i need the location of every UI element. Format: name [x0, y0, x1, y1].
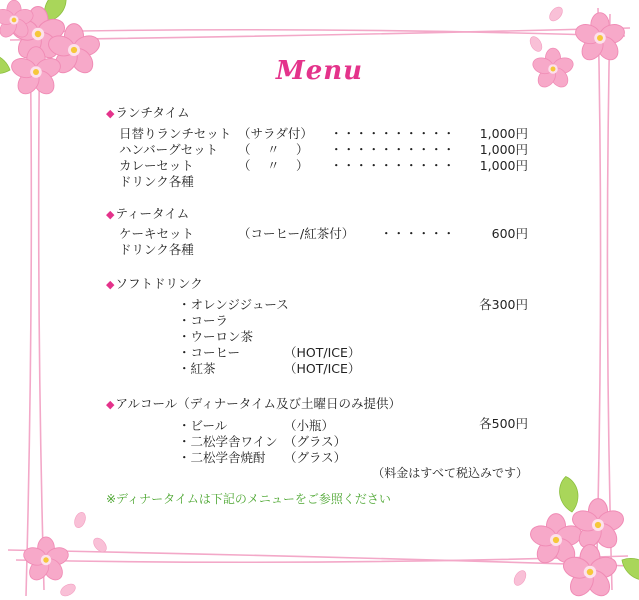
cherry-blossom-icon	[21, 511, 109, 599]
alcohol-item: ・二松学舎焼酎	[178, 450, 266, 465]
tea-item-detail: （コーヒー/紅茶付）	[238, 226, 355, 241]
lunch-item-dots: ・・・・・・・・・・	[330, 126, 456, 141]
alcohol-item: ・ビール	[178, 418, 228, 433]
soft-drinks-price: 各300円	[479, 297, 528, 312]
alcohol-price: 各500円	[479, 416, 528, 431]
soft-drink-item: ・紅茶	[178, 361, 216, 376]
soft-drink-item: ・コーヒー	[178, 345, 241, 360]
lunch-item-price: 1,000円	[479, 126, 528, 141]
tea-extra: ドリンク各種	[119, 242, 194, 257]
alcohol-item-detail: （グラス）	[284, 450, 347, 465]
lunch-extra: ドリンク各種	[119, 174, 194, 189]
lunch-item-dots: ・・・・・・・・・・	[330, 158, 456, 173]
lunch-item-name: カレーセット	[119, 158, 194, 173]
lunch-item-detail: （ 〃 ）	[238, 142, 309, 157]
lunch-item-detail: （ 〃 ）	[238, 158, 309, 173]
alcohol-item-detail: （小瓶）	[284, 418, 335, 433]
section-heading-alcohol: ◆アルコール（ディナータイム及び土曜日のみ提供）	[106, 396, 401, 411]
tea-item-price: 600円	[491, 226, 528, 241]
section-heading-tea: ◆ティータイム	[106, 206, 190, 221]
section-heading-lunch: ◆ランチタイム	[106, 105, 190, 120]
lunch-item-detail: （サラダ付）	[238, 126, 313, 141]
page-title: Menu	[275, 56, 364, 86]
alcohol-item-detail: （グラス）	[284, 434, 347, 449]
section-heading-soft-drinks: ◆ソフトドリンク	[106, 276, 203, 291]
lunch-item-dots: ・・・・・・・・・・	[330, 142, 456, 157]
tea-item-dots: ・・・・・・	[380, 226, 456, 241]
cherry-blossom-icon	[512, 475, 639, 600]
diamond-icon: ◆	[106, 278, 115, 291]
diamond-icon: ◆	[106, 107, 115, 120]
tea-item-name: ケーキセット	[119, 226, 195, 241]
lunch-item-name: ハンバーグセット	[119, 142, 219, 157]
soft-drink-detail: （HOT/ICE）	[284, 361, 361, 376]
soft-drink-item: ・ウーロン茶	[178, 329, 254, 344]
lunch-item-price: 1,000円	[479, 158, 528, 173]
lunch-item-price: 1,000円	[479, 142, 528, 157]
soft-drink-detail: （HOT/ICE）	[284, 345, 361, 360]
dinner-note: ※ディナータイムは下記のメニューをご参照ください	[106, 492, 391, 506]
tax-note: （料金はすべて税込みです）	[372, 466, 528, 480]
soft-drink-item: ・コーラ	[178, 313, 229, 328]
lunch-item-name: 日替りランチセット	[119, 126, 232, 141]
diamond-icon: ◆	[106, 398, 115, 411]
soft-drink-item: ・オレンジジュース	[178, 297, 289, 312]
alcohol-item: ・二松学舎ワイン	[178, 434, 278, 449]
diamond-icon: ◆	[106, 208, 115, 221]
